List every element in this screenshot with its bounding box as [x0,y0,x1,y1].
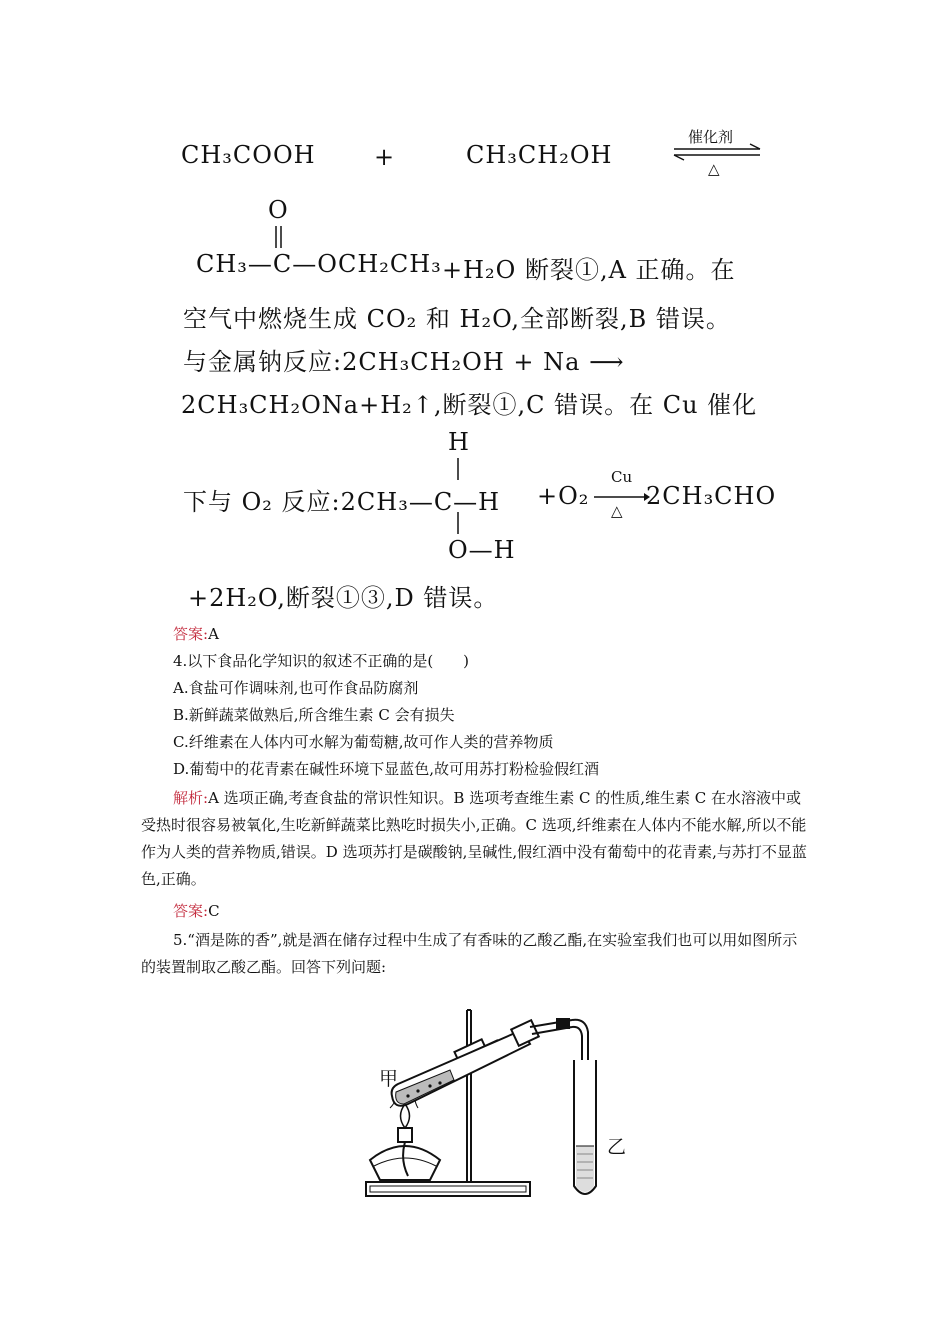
bond-vertical-top-icon [456,458,460,482]
catalyst-label: 催化剂 [688,128,734,146]
structure-top-h: H [448,428,470,456]
analysis-label: 解析: [173,789,209,807]
copper-catalyst-label: Cu [611,468,633,486]
double-bond-icon [273,226,283,250]
explanation-line-4: 下与 O₂ 反应:2CH₃—C—H [183,488,501,516]
analysis-text: A 选项正确,考查食盐的常识性知识。B 选项考查维生素 C 的性质,维生素 C 在水溶液中或受热时很容易被氧化,生吃新鲜蔬菜比熟吃时损失小,正确。C 选项,纤维素在人体内不能水解,所以不能作为人类的营养物质,错误。D 选项苏打是碳酸钠,呈碱性,假红酒中没有葡萄中的花青素,与苏打不显蓝色,正确。 [141,789,807,888]
acetaldehyde-product: 2CH₃CHO [646,482,777,510]
oxygen-reactant: +O₂ [537,482,590,510]
ester-carbonyl-oxygen: O [268,196,289,224]
label-jia: 甲 [379,1068,399,1090]
answer-1 [173,623,219,644]
answer-value: C [208,902,220,920]
option-c: C.纤维素在人体内可水解为葡萄糖,故可作人类的营养物质 [173,733,554,751]
explanation-line-2: 与金属钠反应:2CH₃CH₂OH + Na ⟶ [183,348,625,376]
equilibrium-arrow-icon [672,146,764,158]
answer-label: 答案: [173,902,209,920]
question-4-stem: 4.以下食品化学知识的叙述不正确的是( ) [173,652,470,670]
structure-bottom-oh: O—H [448,536,516,564]
collection-tube-icon [574,1060,596,1194]
heat-symbol: △ [708,160,720,178]
reaction-conclusion: +H₂O 断裂①,A 正确。在 [442,256,736,284]
bond-vertical-bottom-icon [456,512,460,536]
explanation-line-1: 空气中燃烧生成 CO₂ 和 H₂O,全部断裂,B 错误。 [183,305,731,333]
answer-label: 答案: [173,625,209,643]
option-d: D.葡萄中的花青素在碱性环境下显蓝色,故可用苏打粉检验假红酒 [173,760,600,778]
ester-apparatus-figure [360,1000,640,1210]
answer-2 [173,900,220,921]
label-yi: 乙 [607,1136,627,1158]
explanation-line-5: +2H₂O,断裂①③,D 错误。 [188,584,499,612]
heat-symbol-2: △ [611,502,623,520]
stand-base-icon [366,1182,530,1196]
reactant-acetic-acid: CH₃COOH [181,141,316,169]
stand-rod-icon [467,1010,471,1182]
plus-sign: + [374,143,396,171]
explanation-line-3: 2CH₃CH₂ONa+H₂↑,断裂①,C 错误。在 Cu 催化 [181,391,758,419]
question-5-stem: 5.“酒是陈的香”,就是酒在储存过程中生成了有香味的乙酸乙酯,在实验室我们也可以用如图所示的装置制取乙酸乙酯。回答下列问题: [141,931,798,976]
analysis-paragraph [141,785,811,893]
reactant-ethanol: CH₃CH₂OH [466,141,613,169]
option-b: B.新鲜蔬菜做熟后,所含维生素 C 会有损失 [173,706,455,724]
ester-formula: CH₃—C—OCH₂CH₃ [196,250,442,278]
option-a: A.食盐可作调味剂,也可作食品防腐剂 [173,679,419,697]
answer-value: A [208,625,219,643]
reaction-tube-icon [392,1030,530,1106]
